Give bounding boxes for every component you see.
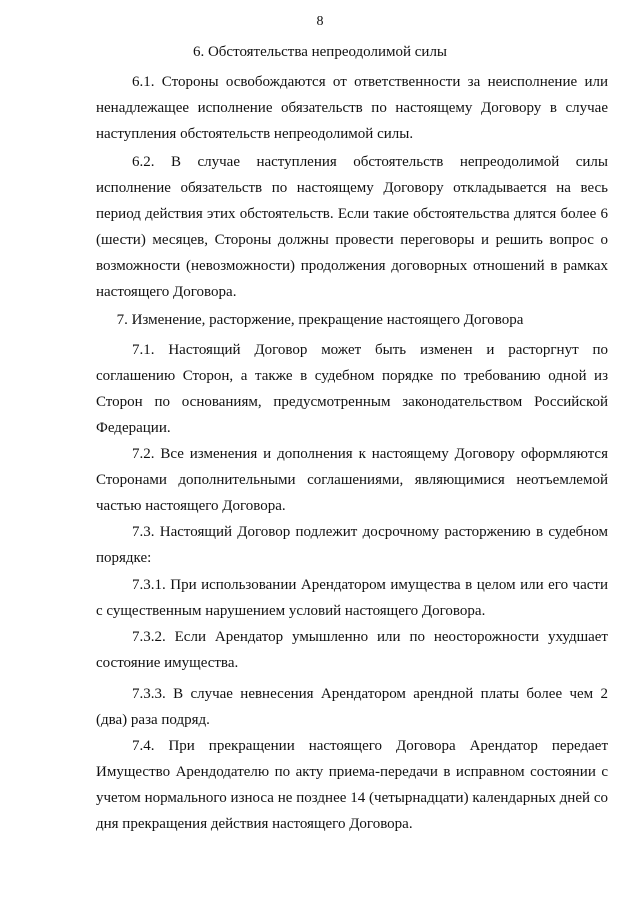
section-6-heading: 6. Обстоятельства непреодолимой силы <box>192 44 448 60</box>
clause-7-2: 7.2. Все изменения и дополнения к настоящему Договору оформляются Сторонами дополнительными соглашениями, являющимися неотъемлемой частью настоящего Договора. <box>96 446 608 514</box>
clause-7-4: 7.4. При прекращении настоящего Договора Арендатор передает Имущество Арендодателю по акту приема-передачи в исправном состоянии с учетом нормального износа не позднее 14 (четырнадцати) календарных дней со дня прекращения действия настоящего Договора. <box>96 738 608 832</box>
clause-7-3: 7.3. Настоящий Договор подлежит досрочному расторжению в судебном порядке: <box>96 524 608 566</box>
clause-6-1: 6.1. Стороны освобождаются от ответственности за неисполнение или ненадлежащее исполнение обязательств по настоящему Договору в случае наступления обстоятельств непреодолимой силы. <box>96 74 608 142</box>
clause-7-3-3: 7.3.3. В случае невнесения Арендатором арендной платы более чем 2 (два) раза подряд. <box>96 686 608 728</box>
page-number: 8 <box>316 14 324 29</box>
clause-7-3-1: 7.3.1. При использовании Арендатором имущества в целом или его части с существенным нарушением условий настоящего Договора. <box>96 577 608 619</box>
clause-7-3-2: 7.3.2. Если Арендатор умышленно или по неосторожности ухудшает состояние имущества. <box>96 629 608 671</box>
section-7-heading: 7. Изменение, расторжение, прекращение настоящего Договора <box>116 312 524 328</box>
clause-7-1: 7.1. Настоящий Договор может быть изменен и расторгнут по соглашению Сторон, а также в судебном порядке по требованию одной из Сторон по основаниям, предусмотренным законодательством Российской Федерации. <box>96 342 608 436</box>
clause-6-2: 6.2. В случае наступления обстоятельств непреодолимой силы исполнение обязательств по настоящему Договору откладывается на весь период действия этих обстоятельств. Если такие обстоятельства длятся более 6 (шести) месяцев, Стороны должны провести переговоры и решить вопрос о возможности (невозможности) продолжения договорных отношений в рамках настоящего Договора. <box>96 154 608 300</box>
